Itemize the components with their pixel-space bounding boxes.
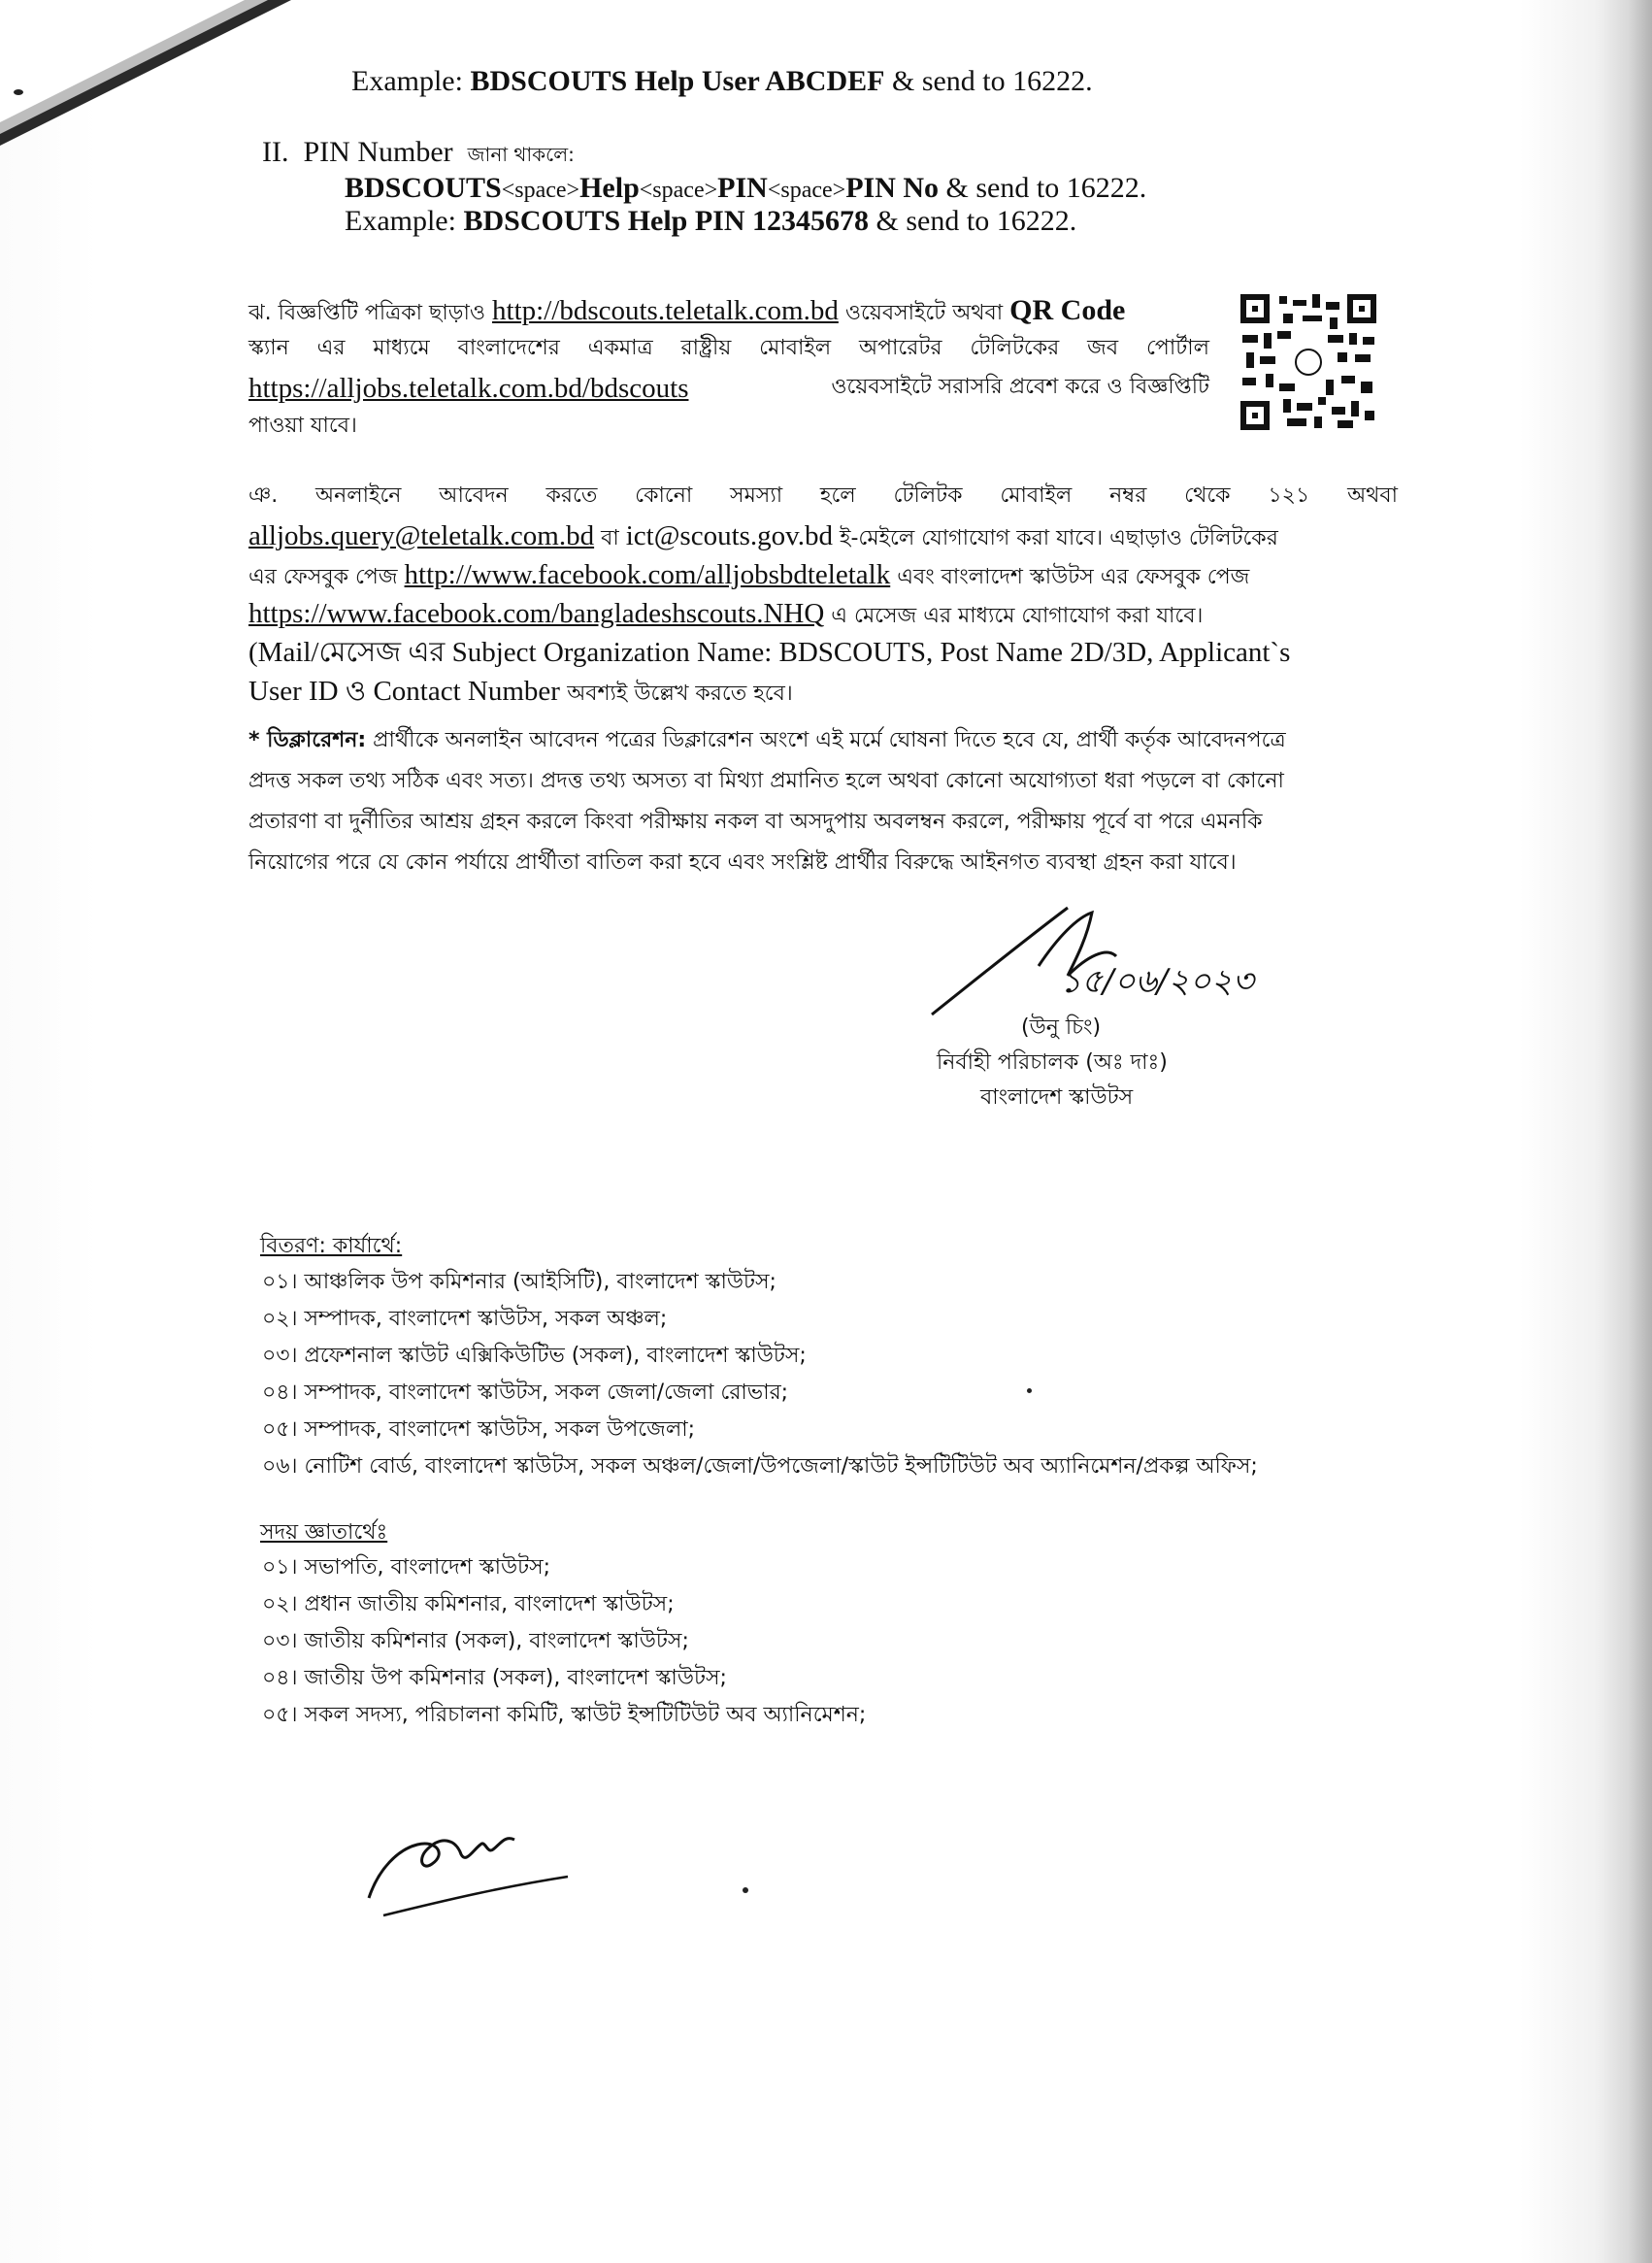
help-line-6: User ID ও Contact Number অবশ্যই উল্লেখ করতে হবে। [248, 676, 793, 707]
info-item: ০৪। জাতীয় উপ কমিশনার (সকল), বাংলাদেশ স্কাউটস; [262, 1666, 727, 1690]
declaration-label: * ডিক্লারেশন: [248, 728, 367, 752]
distribution-item: ০৩। প্রফেশনাল স্কাউট এক্সিকিউটিভ (সকল), বাংলাদেশ স্কাউটস; [262, 1344, 807, 1368]
pin-heading: II. PIN Number জানা থাকলে: [262, 136, 575, 168]
circular-line-2: স্ক্যান এর মাধ্যমে বাংলাদেশের একমাত্র রাষ্ট্রীয় মোবাইল অপারেটর টেলিটকের জব পোর্টাল [248, 336, 1209, 360]
qr-finder-top-left [1240, 294, 1270, 323]
sms-example-user: Example: BDSCOUTS Help User ABCDEF & send to 16222. [351, 65, 1093, 97]
info-item: ০৫। সকল সদস্য, পরিচালনা কমিটি, স্কাউট ইন্সটিটিউট অব অ্যানিমেশন; [262, 1703, 867, 1727]
scouts-emblem-icon [1295, 349, 1322, 376]
declaration-line-4: নিয়োগের পরে যে কোন পর্যায়ে প্রার্থীতা বাতিল করা হবে এবং সংশ্লিষ্ট প্রার্থীর বিরুদ্ধে আইনগত ব্যবস্থা গ্রহন করা যাবে। [248, 850, 1237, 875]
scan-speck [14, 89, 23, 95]
alljobs-bdscouts-link[interactable]: https://alljobs.teletalk.com.bd/bdscouts [248, 373, 689, 404]
declaration-paragraph [248, 722, 1404, 885]
help-line-2: alljobs.query@teletalk.com.bd বা ict@scouts.gov.bd ই-মেইলে যোগাযোগ করা যাবে। এছাড়াও টেলিটকের [248, 520, 1278, 551]
bdscouts-teletalk-link[interactable]: http://bdscouts.teletalk.com.bd [492, 295, 839, 326]
distribution-list [262, 1264, 1258, 1485]
signatory-title: নির্বাহী পরিচালক (অঃ দাঃ) [937, 1050, 1168, 1075]
circular-line-3: https://alljobs.teletalk.com.bd/bdscouts ওয়েবসাইটে সরাসরি প্রবেশ করে ও বিজ্ঞপ্তিটি [248, 369, 1209, 408]
distribution-heading: বিতরণ: কার্যার্থে: [260, 1234, 403, 1258]
signatory-name: (উনু চিং) [1021, 1015, 1102, 1040]
pin-format: BDSCOUTS<space>Help<space>PIN<space>PIN No & send to 16222. [345, 172, 1147, 204]
qr-code[interactable] [1240, 294, 1376, 430]
bangladesh-scouts-facebook-link[interactable]: https://www.facebook.com/bangladeshscouts.NHQ [248, 598, 825, 629]
distribution-item: ০১। আঞ্চলিক উপ কমিশনার (আইসিটি), বাংলাদেশ স্কাউটস; [262, 1270, 776, 1294]
help-line-5: (Mail/মেসেজ এর Subject Organization Name: BDSCOUTS, Post Name 2D/3D, Applicant`s [248, 637, 1291, 668]
distribution-item: ০২। সম্পাদক, বাংলাদেশ স্কাউটস, সকল অঞ্চল; [262, 1307, 668, 1331]
signature-date: ১৫/০৬/২০২৩ [1060, 962, 1254, 1001]
qr-finder-top-right [1347, 294, 1376, 323]
circular-paragraph [248, 291, 1209, 447]
circular-line-4: পাওয়া যাবে। [248, 414, 357, 438]
distribution-item: ০৬। নোটিশ বোর্ড, বাংলাদেশ স্কাউটস, সকল অঞ্চল/জেলা/উপজেলা/স্কাউট ইন্সটিটিউট অব অ্যানিমেশন/প্রকল্প অফিস; [262, 1454, 1258, 1479]
help-line-4: https://www.facebook.com/bangladeshscouts.NHQ এ মেসেজ এর মাধ্যমে যোগাযোগ করা যাবে। [248, 598, 1204, 629]
declaration-line-1: * ডিক্লারেশন: প্রার্থীকে অনলাইন আবেদন পত্রের ডিক্লারেশন অংশে এই মর্মে ঘোষনা দিতে হবে যে, প্রার্থী কর্তৃক আবেদনপত্রে [248, 728, 1286, 752]
scan-speck [743, 1887, 748, 1893]
sms-example-pin: Example: BDSCOUTS Help PIN 12345678 & send to 16222. [345, 205, 1077, 237]
help-line-3: এর ফেসবুক পেজ http://www.facebook.com/alljobsbdteletalk এবং বাংলাদেশ স্কাউটস এর ফেসবুক পেজ [248, 559, 1250, 590]
info-item: ০১। সভাপতি, বাংলাদেশ স্কাউটস; [262, 1555, 551, 1580]
info-heading: সদয় জ্ঞাতার্থেঃ [260, 1520, 388, 1545]
page-corner-fold-paper [0, 0, 245, 122]
initial-signature [359, 1811, 582, 1927]
ict-scouts-email: ict@scouts.gov.bd [625, 520, 834, 551]
info-item: ০৩। জাতীয় কমিশনার (সকল), বাংলাদেশ স্কাউটস; [262, 1629, 689, 1653]
scan-speck [1027, 1388, 1032, 1393]
qr-finder-bottom-left [1240, 401, 1270, 430]
help-paragraph [248, 478, 1398, 711]
help-line-1: ঞ. অনলাইনে আবেদন করতে কোনো সমস্যা হলে টেলিটক মোবাইল নম্বর থেকে ১২১ অথবা [248, 483, 1398, 508]
circular-line-1: ঝ. বিজ্ঞপ্তিটি পত্রিকা ছাড়াও http://bdscouts.teletalk.com.bd ওয়েবসাইটে অথবা QR Code [248, 294, 1126, 326]
signatory-org: বাংলাদেশ স্কাউটস [980, 1085, 1134, 1110]
declaration-line-3: প্রতারণা বা দুর্নীতির আশ্রয় গ্রহন করলে কিংবা পরীক্ষায় নকল বা অসদুপায় অবলম্বন করলে, পরীক্ষায় পূর্বে বা পরে এমনকি [248, 810, 1263, 834]
alljobs-query-email-link[interactable]: alljobs.query@teletalk.com.bd [248, 520, 595, 551]
distribution-item: ০৫। সম্পাদক, বাংলাদেশ স্কাউটস, সকল উপজেলা; [262, 1417, 696, 1442]
teletalk-facebook-link[interactable]: http://www.facebook.com/alljobsbdteletalk [404, 559, 891, 590]
declaration-line-2: প্রদত্ত সকল তথ্য সঠিক এবং সত্য। প্রদত্ত তথ্য অসত্য বা মিথ্যা প্রমানিত হলে অথবা কোনো অযোগ্যতা ধরা পড়লে বা কোনো [248, 769, 1284, 793]
scan-shadow [1594, 0, 1652, 2263]
info-item: ০২। প্রধান জাতীয় কমিশনার, বাংলাদেশ স্কাউটস; [262, 1592, 675, 1616]
info-list [262, 1549, 866, 1734]
distribution-item: ০৪। সম্পাদক, বাংলাদেশ স্কাউটস, সকল জেলা/জেলা রোভার; [262, 1381, 789, 1405]
